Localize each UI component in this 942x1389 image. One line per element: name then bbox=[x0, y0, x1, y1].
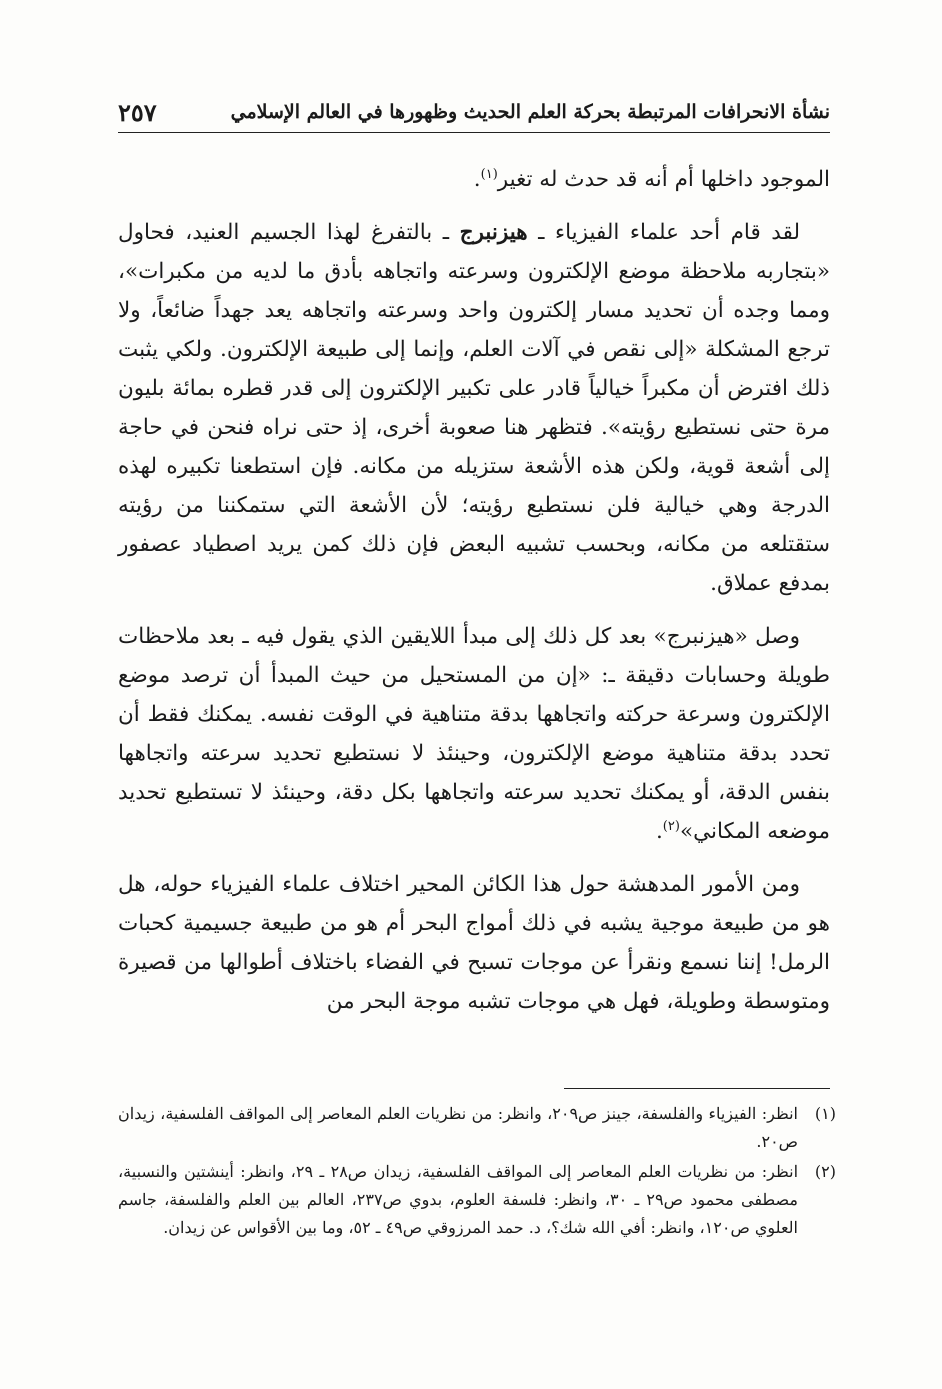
punctuation: . bbox=[655, 819, 663, 844]
page-header bbox=[118, 92, 830, 133]
paragraph-text: وصل «هيزنبرج» بعد كل ذلك إلى مبدأ اللايقين الذي يقول فيه ـ بعد ملاحظات طويلة وحسابات دقيقة ـ: «إن من المستحيل من حيث المبدأ أن ترصد موضع الإلكترون وسرعة حركته واتجاهها بدقة متناهية في الوقت نفسه. يمكنك فقط أن تحدد بدقة متناهية موضع الإلكترون، وحينئذ لا نستطيع تحديد سرعته واتجاهها بنفس الدقة، أو يمكنك تحديد سرعته واتجاهها بكل دقة، وحينئذ لا تستطيع تحديد موضعه المكاني» bbox=[118, 624, 830, 844]
footnote-ref: (١) bbox=[480, 166, 498, 182]
paragraph-heisenberg bbox=[118, 213, 830, 603]
footnote-2 bbox=[118, 1158, 836, 1242]
paragraph-uncertainty bbox=[118, 617, 830, 851]
paragraph-continued bbox=[118, 160, 830, 199]
footnote-number: (٢) bbox=[814, 1162, 836, 1181]
name-heisenberg: هيزنبرج bbox=[459, 220, 528, 245]
footnote-1 bbox=[118, 1100, 836, 1156]
paragraph-text: ومن الأمور المدهشة حول هذا الكائن المحير اختلاف علماء الفيزياء حوله، هل هو من طبيعة موجية يشبه في ذلك أمواج البحر أم هو من طبيعة جسيمية كحبات الرمل! إننا نسمع ونقرأ عن موجات تسبح في الفضاء باختلاف أطوالها من قصيرة ومتوسطة وطويلة، فهل هي موجات تشبه موجة البحر من bbox=[118, 872, 830, 1014]
paragraph-text: ـ بالتفرغ لهذا الجسيم العنيد، فحاول «بتجاربه ملاحظة موضع الإلكترون وسرعته واتجاهه بأدق ما لديه من مكبرات»، ومما وجده أن تحديد مسار إلكترون واحد وسرعته واتجاهه يعد جهداً ضائعاً، ولا ترجع المشكلة «إلى نقص في آلات العلم، وإنما إلى طبيعة الإلكترون. ولكي يثبت ذلك افترض أن مكبراً خيالياً قادر على تكبير الإلكترون إلى قدر قطره بمائة بليون مرة حتى نستطيع رؤيته». فتظهر هنا صعوبة أخرى، إذ حتى نراه فنحن في حاجة إلى أشعة قوية، ولكن هذه الأشعة ستزيله من مكانه. فإن استطعنا تكبيره لهذه الدرجة وهي خيالية فلن نستطيع رؤيته؛ لأن الأشعة التي ستمكننا من رؤيته ستقتلعه من مكانه، وبحسب تشبيه البعض فإن ذلك كمن يريد اصطياد عصفور بمدفع عملاق. bbox=[118, 220, 830, 596]
punctuation: . bbox=[473, 167, 481, 192]
paragraph-text: لقد قام أحد علماء الفيزياء ـ bbox=[527, 220, 800, 245]
paragraph-wave-particle bbox=[118, 865, 830, 1021]
footnote-number: (١) bbox=[814, 1104, 836, 1123]
footnotes bbox=[118, 1100, 836, 1244]
page-number: ٢٥٧ bbox=[118, 97, 157, 127]
footnote-text: انظر: من نظريات العلم المعاصر إلى المواقف الفلسفية، زيدان ص٢٨ ـ ٢٩، وانظر: أينشتين والنسبية، مصطفى محمود ص٢٩ ـ ٣٠، وانظر: فلسفة العلوم، بدوي ص٢٣٧، العالم بين العلم والفلسفة، جاسم العلوي ص١٢٠، وانظر: أفي الله شك؟، د. حمد المرزوقي ص٤٩ ـ ٥٢، وما بين الأقواس عن زيدان. bbox=[118, 1162, 799, 1237]
main-text bbox=[118, 160, 830, 1035]
paragraph-text: الموجود داخلها أم أنه قد حدث له تغير bbox=[497, 167, 830, 192]
running-title: نشأة الانحرافات المرتبطة بحركة العلم الحديث وظهورها في العالم الإسلامي bbox=[230, 101, 830, 123]
footnote-text: انظر: الفيزياء والفلسفة، جينز ص٢٠٩، وانظر: من نظريات العلم المعاصر إلى المواقف الفلسفية، زيدان ص٢٠. bbox=[118, 1104, 798, 1151]
footnote-divider bbox=[564, 1088, 830, 1089]
footnote-ref: (٢) bbox=[662, 818, 680, 834]
